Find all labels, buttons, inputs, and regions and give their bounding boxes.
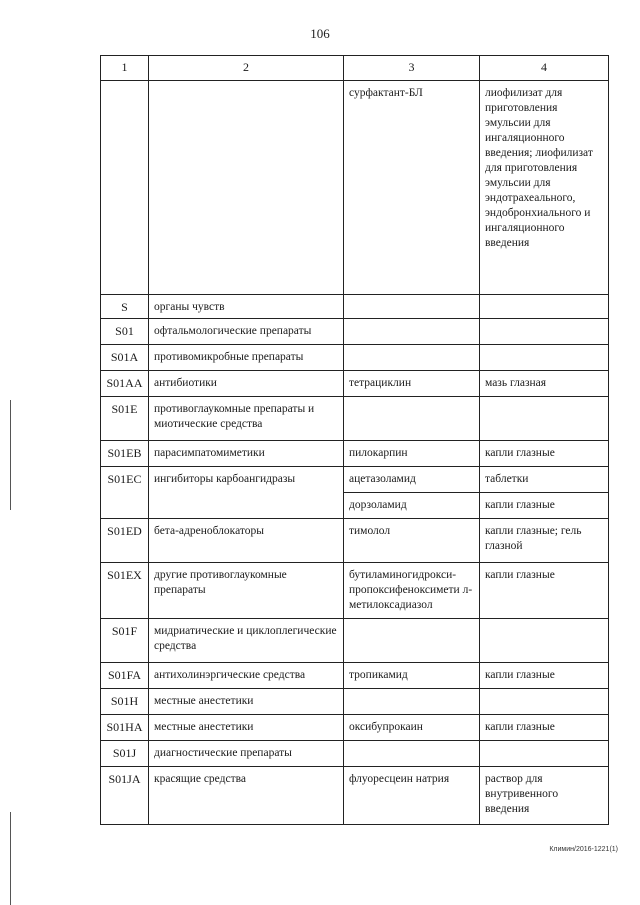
atc-code-cell: S xyxy=(101,295,149,319)
table-row xyxy=(101,467,609,493)
drug-name-cell xyxy=(344,741,480,767)
dosage-form-cell: раствор для внутривенного введения xyxy=(480,767,609,825)
drug-name-cell xyxy=(344,619,480,663)
group-name-cell: местные анестетики xyxy=(149,689,344,715)
group-name-cell: бета-адреноблокаторы xyxy=(149,519,344,563)
table-row xyxy=(101,663,609,689)
table-row xyxy=(101,563,609,619)
atc-code-cell: S01EX xyxy=(101,563,149,619)
group-name-cell: другие противоглаукомные препараты xyxy=(149,563,344,619)
drug-name-cell xyxy=(344,319,480,345)
table-row xyxy=(101,295,609,319)
drug-name-cell xyxy=(344,689,480,715)
group-name-cell: диагностические препараты xyxy=(149,741,344,767)
header-col-4: 4 xyxy=(480,56,609,81)
drug-name-cell: оксибупрокаин xyxy=(344,715,480,741)
drug-name-cell: тимолол xyxy=(344,519,480,563)
atc-code-cell: S01EC xyxy=(101,467,149,519)
header-col-2: 2 xyxy=(149,56,344,81)
atc-code-cell: S01FA xyxy=(101,663,149,689)
atc-code-cell: S01J xyxy=(101,741,149,767)
dosage-form-cell: капли глазные xyxy=(480,663,609,689)
group-name-cell: парасимпатомиметики xyxy=(149,441,344,467)
scan-edge-mark-upper xyxy=(10,400,11,510)
group-name-cell: антибиотики xyxy=(149,371,344,397)
dosage-form-cell: мазь глазная xyxy=(480,371,609,397)
atc-code-cell: S01JA xyxy=(101,767,149,825)
header-col-1: 1 xyxy=(101,56,149,81)
table-row xyxy=(101,319,609,345)
table-row xyxy=(101,689,609,715)
dosage-form-cell: капли глазные xyxy=(480,563,609,619)
group-name-cell: красящие средства xyxy=(149,767,344,825)
group-name-cell: противоглаукомные препараты и миотические средства xyxy=(149,397,344,441)
drug-name-cell: пилокарпин xyxy=(344,441,480,467)
group-name-cell: антихолинэргические средства xyxy=(149,663,344,689)
drug-classification-table xyxy=(100,55,609,825)
drug-name-cell xyxy=(344,295,480,319)
table-row xyxy=(101,619,609,663)
atc-code-cell: S01H xyxy=(101,689,149,715)
table-row xyxy=(101,371,609,397)
dosage-form-cell xyxy=(480,689,609,715)
dosage-form-cell xyxy=(480,295,609,319)
drug-name-cell: дорзоламид xyxy=(344,493,480,519)
dosage-form-cell: капли глазные xyxy=(480,441,609,467)
table-row xyxy=(101,741,609,767)
group-name-cell: органы чувств xyxy=(149,295,344,319)
dosage-form-cell xyxy=(480,319,609,345)
drug-name-cell: тропикамид xyxy=(344,663,480,689)
dosage-form-cell: капли глазные xyxy=(480,715,609,741)
group-name-cell: ингибиторы карбоангидразы xyxy=(149,467,344,519)
table-row xyxy=(101,81,609,295)
dosage-form-cell: капли глазные; гель глазной xyxy=(480,519,609,563)
dosage-form-cell xyxy=(480,397,609,441)
header-col-3: 3 xyxy=(344,56,480,81)
group-name-cell: офтальмологические препараты xyxy=(149,319,344,345)
atc-code-cell: S01HA xyxy=(101,715,149,741)
drug-name-cell xyxy=(344,345,480,371)
table-row xyxy=(101,345,609,371)
table-row xyxy=(101,715,609,741)
drug-name-cell: тетрациклин xyxy=(344,371,480,397)
dosage-form-cell: капли глазные xyxy=(480,493,609,519)
drug-name-cell: сурфактант-БЛ xyxy=(344,81,480,295)
group-name-cell: противомикробные препараты xyxy=(149,345,344,371)
drug-name-cell: флуоресцеин натрия xyxy=(344,767,480,825)
group-name-cell: местные анестетики xyxy=(149,715,344,741)
atc-code-cell xyxy=(101,81,149,295)
group-name-cell: мидриатические и циклоплегические средства xyxy=(149,619,344,663)
atc-code-cell: S01ED xyxy=(101,519,149,563)
drug-name-cell xyxy=(344,397,480,441)
drug-name-cell: ацетазоламид xyxy=(344,467,480,493)
page-number: 106 xyxy=(310,26,330,41)
group-name-cell xyxy=(149,81,344,295)
dosage-form-cell: лиофилизат для приготовления эмульсии для ингаляционного введения; лиофилизат для приготовления эмульсии для эндотрахеального, эндобронхиального и ингаляционного введения xyxy=(480,81,609,295)
table-row xyxy=(101,397,609,441)
table-row xyxy=(101,767,609,825)
atc-code-cell: S01EB xyxy=(101,441,149,467)
dosage-form-cell xyxy=(480,741,609,767)
table-header-row xyxy=(101,56,609,81)
dosage-form-cell xyxy=(480,619,609,663)
table-row xyxy=(101,519,609,563)
atc-code-cell: S01AA xyxy=(101,371,149,397)
atc-code-cell: S01F xyxy=(101,619,149,663)
atc-code-cell: S01A xyxy=(101,345,149,371)
dosage-form-cell: таблетки xyxy=(480,467,609,493)
atc-code-cell: S01E xyxy=(101,397,149,441)
dosage-form-cell xyxy=(480,345,609,371)
document-footer-code: Климин/2016-1221(1) xyxy=(549,846,618,853)
table-row xyxy=(101,441,609,467)
scan-edge-mark-lower xyxy=(10,812,11,905)
drug-name-cell: бутиламиногидрокси-пропоксифеноксимети л-метилоксадиазол xyxy=(344,563,480,619)
atc-code-cell: S01 xyxy=(101,319,149,345)
